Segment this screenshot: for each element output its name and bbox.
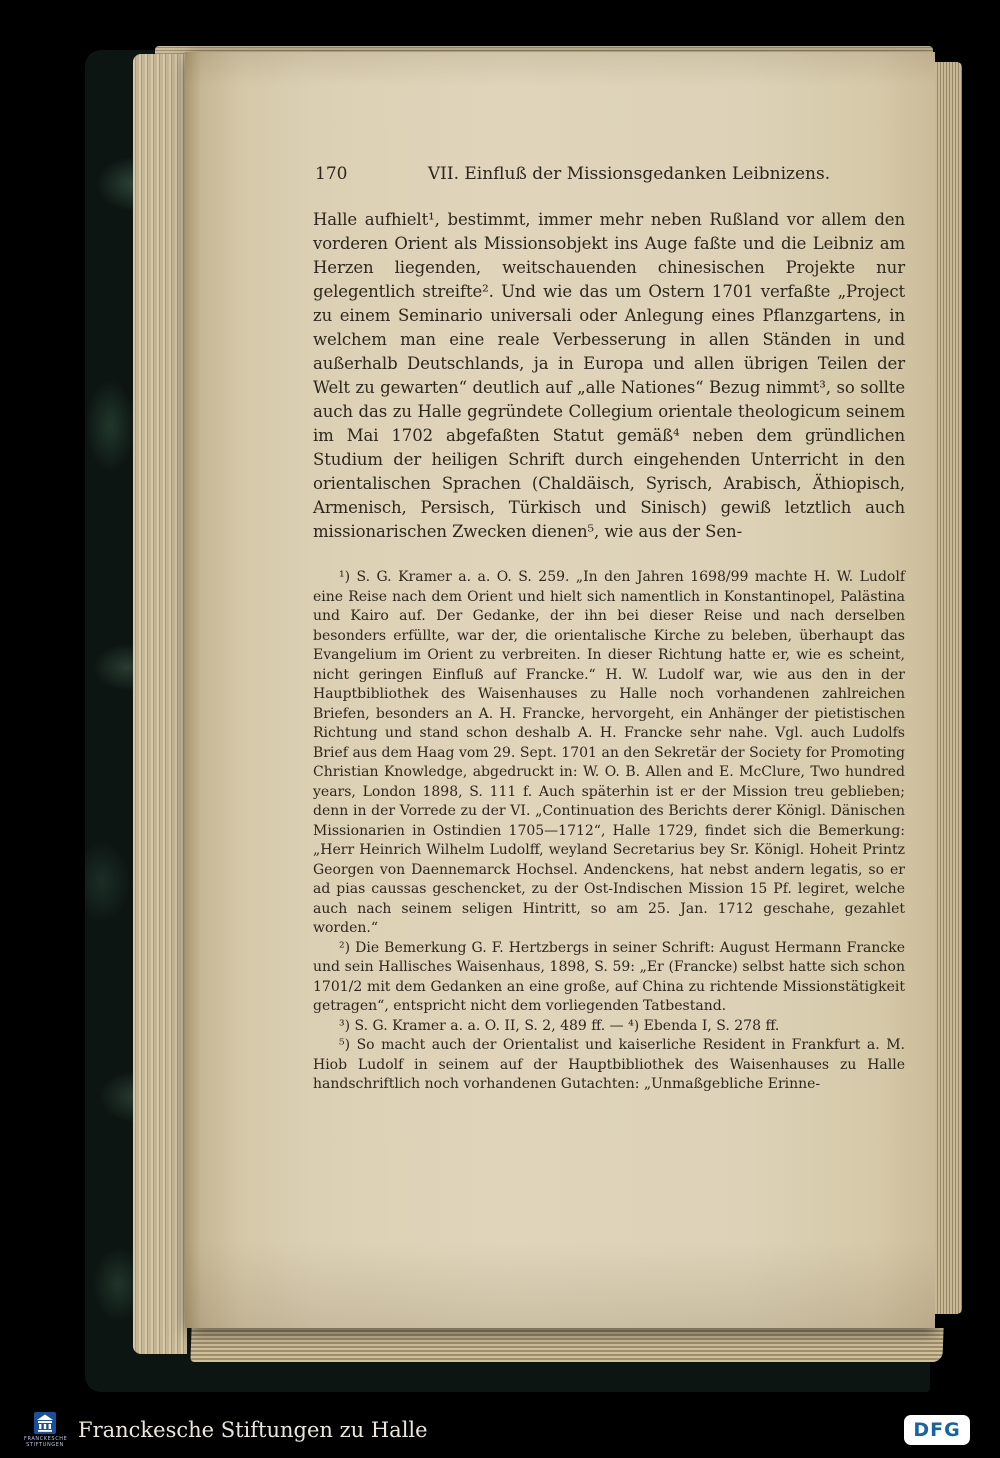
page-edges-bottom <box>190 1328 943 1362</box>
page-edges-left <box>133 54 187 1354</box>
page-header <box>313 164 905 188</box>
franckesche-stiftungen-logo <box>24 1412 66 1448</box>
book-page <box>185 52 935 1328</box>
footnote-1: ¹) S. G. Kramer a. a. O. S. 259. „In den Jahren 1698/99 machte H. W. Ludolf eine Reise nach dem Orient und hielt sich namentlich in Konstantinopel, Palästina und Kairo auf. Der Gedanke, der ihn bei dieser Reise und nach derselben besonders erfüllte, war der, die orientalische Kirche zu beleben, überhaupt das Evangelium im Orient zu verbreiten. In dieser Richtung hatte er, wie es scheint, nicht geringen Einfluß auf Francke.“ H. W. Ludolf war, wie aus den in der Hauptbibliothek des Waisenhauses zu Halle noch vorhandenen zahlreichen Briefen, besonders an A. H. Francke, hervorgeht, ein Anhänger der pietistischen Richtung und stand schon deshalb A. H. Francke sehr nahe. Vgl. auch Ludolfs Brief aus dem Haag vom 29. Sept. 1701 an den Sekretär der Society for Promoting Christian Knowledge, abgedruckt in: W. O. B. Allen and E. McClure, Two hundred years, London 1898, S. 111 f. Auch späterhin ist er der Mission treu geblieben; denn in der Vorrede zu der VI. „Continuation des Berichts derer Königl. Dänischen Missionarien in Ostindien 1705—1712“, Halle 1729, findet sich die Bemerkung: „Herr Heinrich Wilhelm Ludolff, weyland Secretarius bey Sr. Königl. Hoheit Printz Georgen von Daennemarck Hochsel. Andenckens, hat nebst andern legatis, so er ad pias caussas geschencket, zu der Ost-Indischen Mission 15 Pf. legiret, welche auch nach seinem seligen Hintritt, so am 25. Jan. 1712 geschahe, gezahlet worden.“ <box>313 569 905 936</box>
running-title: VII. Einfluß der Missionsgedanken Leibnizens. <box>427 164 831 184</box>
viewer-footer <box>0 1402 1000 1458</box>
dfg-logo <box>904 1415 970 1445</box>
page-edges-right <box>935 62 962 1314</box>
library-name: Franckesche Stiftungen zu Halle <box>78 1418 428 1442</box>
page-text-block <box>313 164 905 1095</box>
footnote-5: ⁵) So macht auch der Orientalist und kaiserliche Resident in Frankfurt a. M. Hiob Ludolf in seinem auf der Hauptbibliothek des Waisenhauses zu Halle handschriftlich noch vorhandenen Gutachten: „Unmaßgebliche Erinne- <box>313 1037 905 1092</box>
logo-caption-line1: FRANCKESCHE <box>24 1436 68 1442</box>
dfg-label: DFG <box>913 1419 961 1441</box>
book-scan <box>85 46 963 1392</box>
footnotes-section <box>313 568 905 1095</box>
footnote-3-4: ³) S. G. Kramer a. a. O. II, S. 2, 489 ff. — ⁴) Ebenda I, S. 278 ff. <box>339 1017 780 1034</box>
footnote-2: ²) Die Bemerkung G. F. Hertzbergs in seiner Schrift: August Hermann Francke und sein Hallisches Waisenhaus, 1898, S. 59: „Er (Francke) selbst hatte sich schon 1701/2 mit dem Gedanken an eine große, auf China zu richtende Missionstätigkeit getragen“, entspricht nicht dem vorliegenden Tatbestand. <box>313 939 905 1014</box>
building-icon <box>34 1412 56 1434</box>
logo-caption-line2: STIFTUNGEN <box>26 1442 64 1448</box>
page-number: 170 <box>315 164 348 184</box>
body-paragraph: Halle aufhielt¹, bestimmt, immer mehr neben Rußland vor allem den vorderen Orient als Missionsobjekt ins Auge faßte und die Leibniz am Herzen liegenden, weitschauenden chinesischen Projekte nur gelegentlich streifte². Und wie das um Ostern 1701 verfaßte „Project zu einem Seminario universali oder Anlegung eines Pflanzgartens, in welchem man eine reale Verbesserung in allen Ständen in und außerhalb Deutschlands, ja in Europa und allen übrigen Teilen der Welt zu gewarten“ deutlich auf „alle Nationes“ Bezug nimmt³, so sollte auch das zu Halle gegründete Collegium orientale theologicum seinem im Mai 1702 abgefaßten Statut gemäß⁴ neben dem gründlichen Studium der heiligen Schrift durch eingehenden Unterricht in den orientalischen Sprachen (Chaldäisch, Syrisch, Arabisch, Äthiopisch, Armenisch, Persisch, Türkisch und Sinisch) gewiß letztlich auch missionarischen Zwecken dienen⁵, wie aus der Sen- <box>313 210 905 541</box>
